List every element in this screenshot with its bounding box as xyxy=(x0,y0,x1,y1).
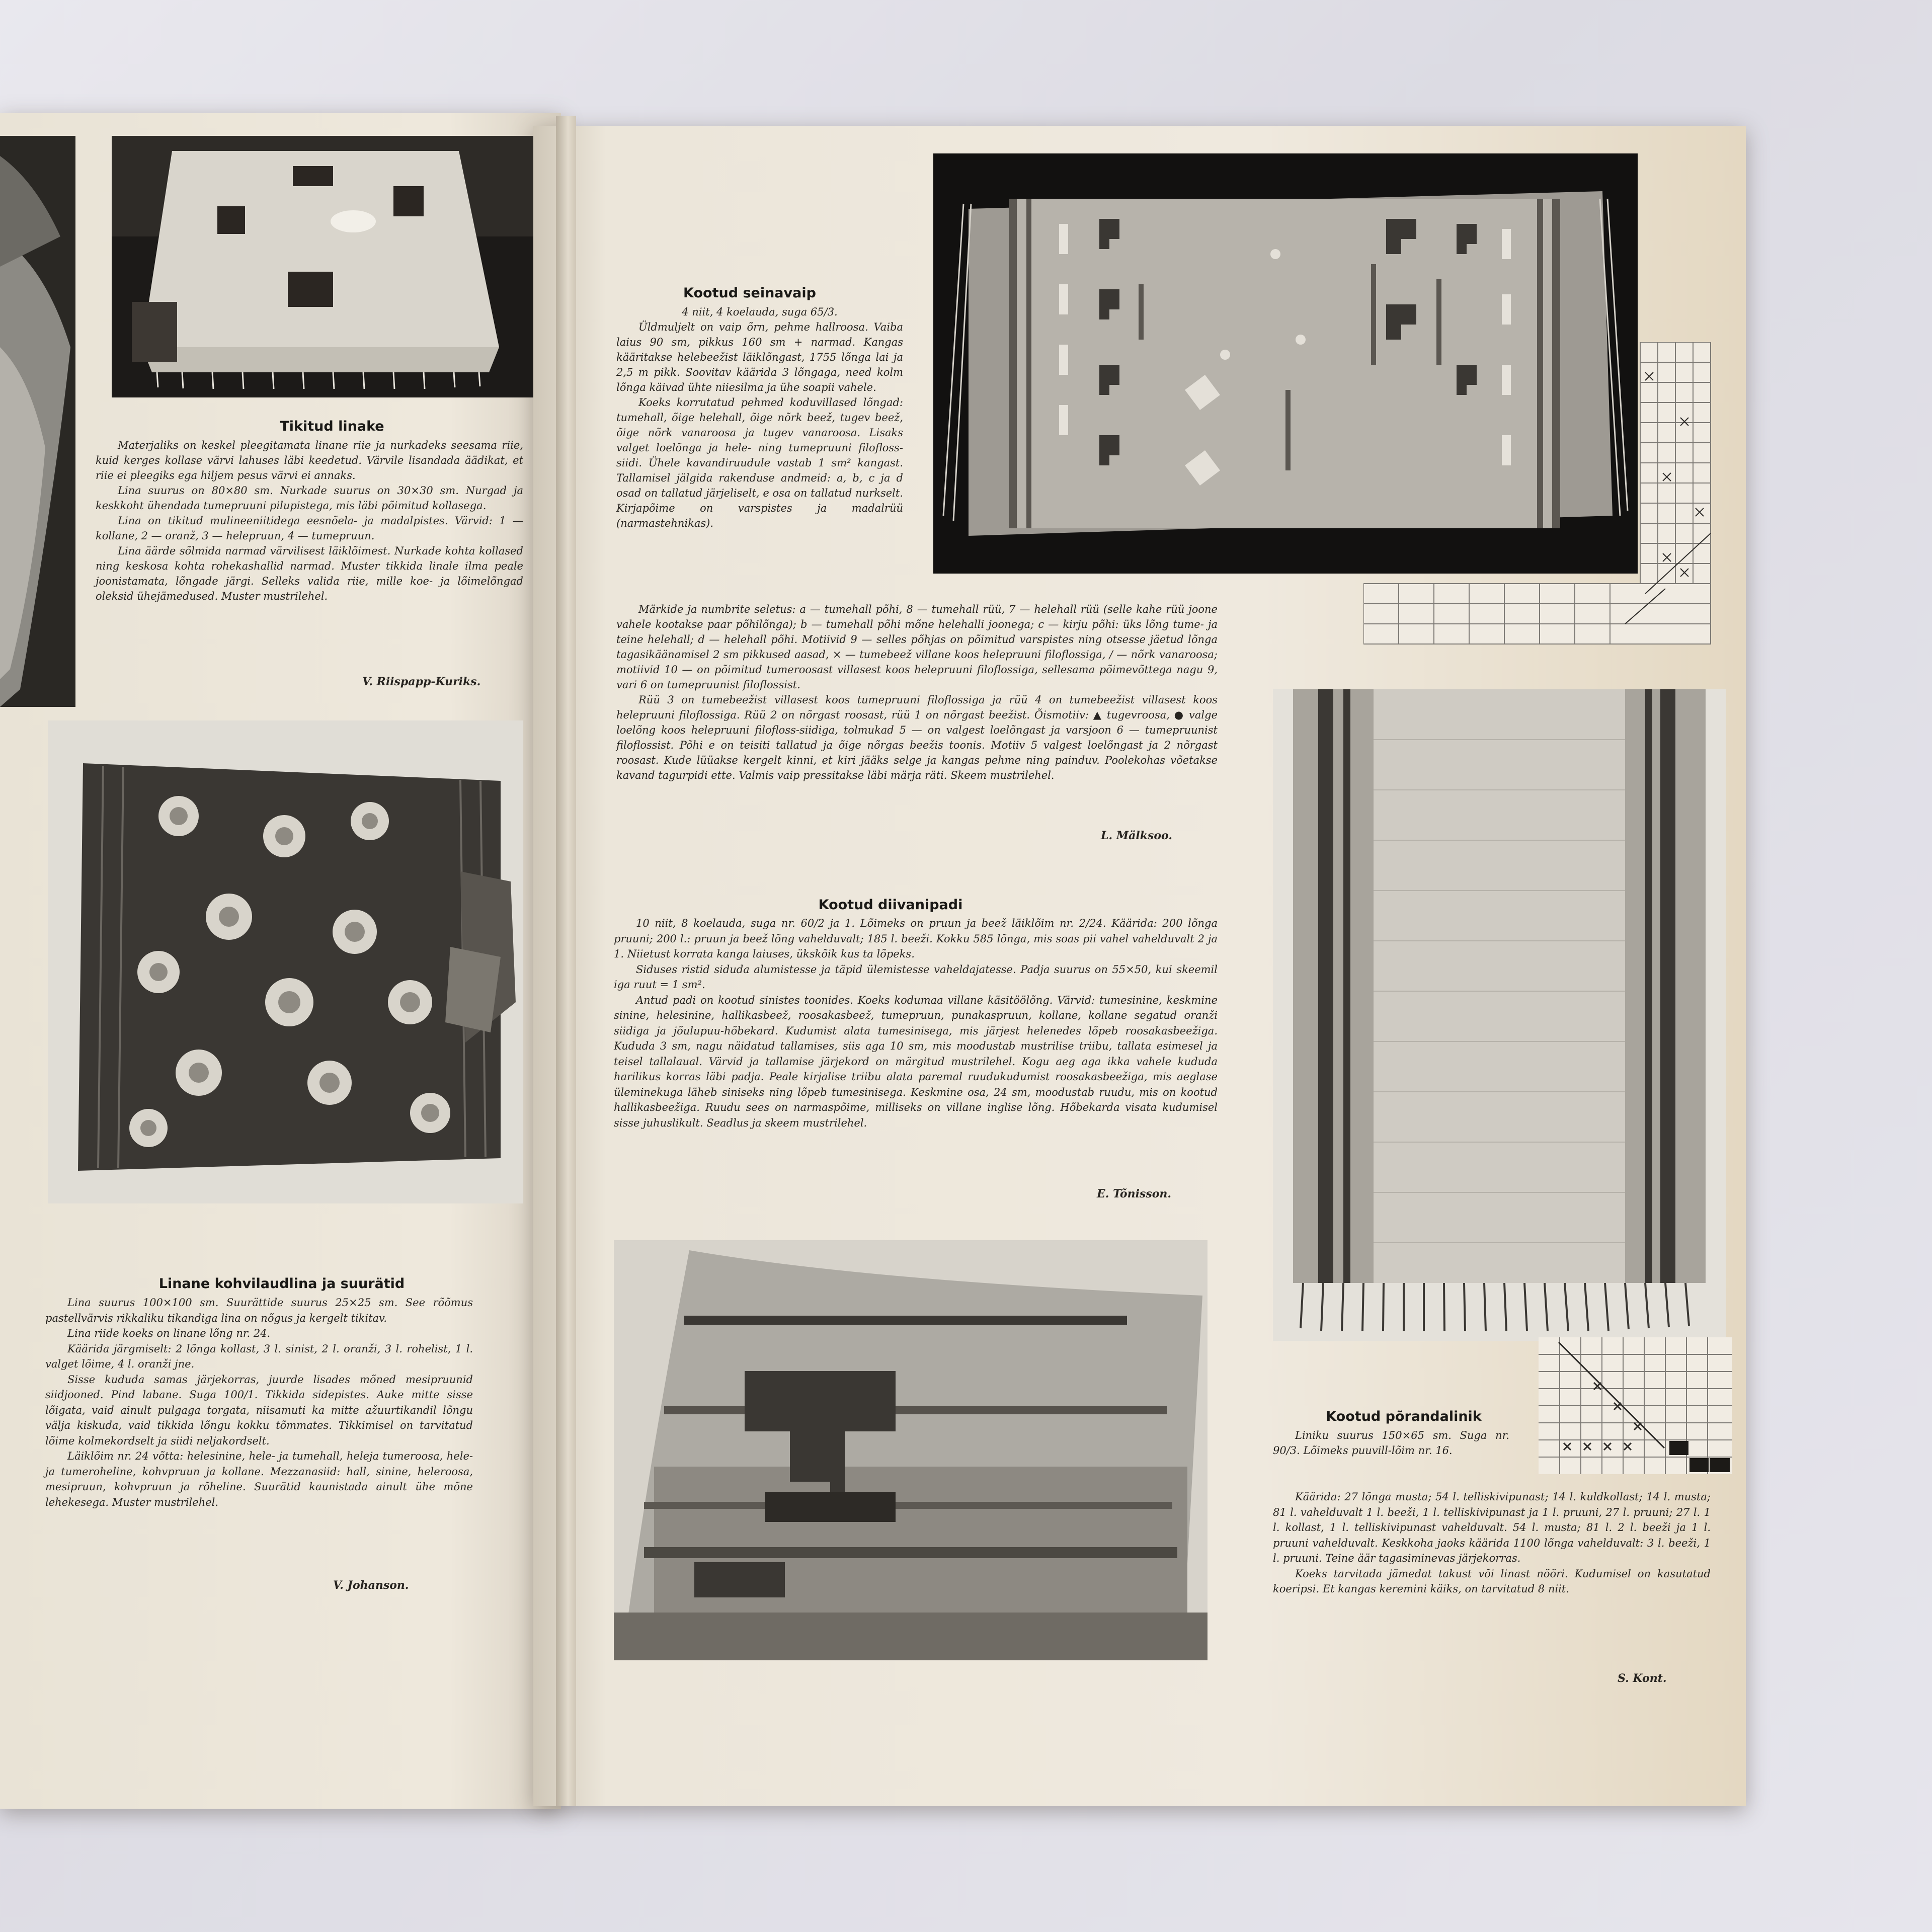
article-body-porandalinik xyxy=(1273,1489,1711,1597)
blanket-photo xyxy=(0,136,75,707)
article-body-kohvilaudlina xyxy=(45,1295,473,1510)
paragraph: Üldmuljelt on vaip õrn, pehme hallroosa. Vaiba laius 90 sm, pikkus 160 sm + narmad. Kangas kääritakse helebeežist läiklõngast, 1755 lõnga lai ja 2,5 m pikk. Soovitav käärida 3 lõngaga, need kolm lõnga käivad ühte niiesilma ja ühe soapii vahele. xyxy=(616,321,903,393)
paragraph: Märkide ja numbrite seletus: a — tumehall põhi, 8 — tumehall rüü, 7 — helehall rüü (selle kahe rüü joone vahele kootakse paar põhilõnga); b — tumehall põhi mõne helehalli joonega; c — kirju põhi: üks lõng tume- ja teine helehall; d — helehall põhi. Motiivid 9 — selles põhjas on põimitud varspistes ning otsesse jäetud lõnga tagasikäänamisel 2 sm pikkused aasad, × — tumebeež villane koos helepruuni filoflossiga, / — nõrk vanaroosa; motiivid 10 — on põimitud tumeroosast villasest koos helepruuni filoflossiga, sellesama põimevõttega nagu 9, vari 6 on tumepruunist filoflossist. xyxy=(616,603,1218,691)
article-title-seinavaip: Kootud seinavaip xyxy=(683,285,816,301)
floor-runner-pattern-chart xyxy=(1539,1337,1732,1474)
paragraph: Lina suurus on 80×80 sm. Nurkade suurus on 30×30 sm. Nurgad ja keskkoht ühendada tumepruuni pilupistega, mis läbi põimitud kollasega. xyxy=(96,485,523,512)
cushion-photo xyxy=(614,1240,1208,1660)
paragraph: Koeks korrutatud pehmed koduvillased lõngad: tumehall, õige helehall, õige nõrk beež, tugev beež, õige nõrk vanaroosa ja tugev vanaroosa. Lisaks valget loelõnga ja hele- ning tumepruuni filofloss-siidi. Ühele kavandiruudule vastab 1 sm² kangast. Tallamisel jälgida rakenduse andmeid: a, b, c ja d osad on tallatud järjeliselt, e osa on tallatud nurkselt. Kirjapõime on varspistes ja madalrüü (narmastehnikas). xyxy=(616,396,903,529)
signature: V. Johanson. xyxy=(333,1579,409,1592)
article-body-seinavaip-lower xyxy=(616,602,1218,783)
paragraph: Lina äärde sõlmida narmad värvilisest läiklõimest. Nurkade kohta kollased ning keskosa kohta rohekashallid narmad. Muster tikkida linale ilma peale joonistamata, lõngade järgi. Selleks valida riie, mille koe- ja lõimelõngad oleksid ühejämedused. Muster mustrilehel. xyxy=(96,545,523,602)
paragraph: Lina suurus 100×100 sm. Suurättide suurus 25×25 sm. See rõõmus pastellvärvis rikkaliku tikandiga lina on nõgus ja kergelt tikitav. xyxy=(45,1297,473,1324)
article-body-porandalinik-narrow xyxy=(1273,1428,1509,1488)
article-body-tikitud-linake xyxy=(96,438,523,604)
floral-tablecloth-photo xyxy=(48,720,523,1203)
embroidered-tablecloth-photo xyxy=(112,136,533,397)
wall-rug-pattern-chart xyxy=(1363,342,1716,649)
paragraph: Käärida: 27 lõnga musta; 54 l. telliskivipunast; 14 l. kuldkollast; 14 l. musta; 81 l. vahelduvalt 1 l. beeži, 1 l. telliskivipunast ja 1 l. pruuni, 27 l. pruuni; 27 l. 1 l. kollast, 1 l. telliskivipunast vahelduvalt. 54 l. musta; 81 l. 2 l. beeži ja 1 l. pruuni vahelduvalt. Keskkoha jaoks käärida 1100 lõnga vahelduvalt: 3 l. beeži, 1 l. pruuni. Teine äär tagasiminevas järjekorras. xyxy=(1273,1491,1711,1564)
paragraph: Rüü 3 on tumebeežist villasest koos tumepruuni filoflossiga ja rüü 4 on tumebeežist villasest koos helepruuni filoflossiga. Rüü 2 on nõrgast roosast, rüü 1 on nõrgast beežist. Õismotiiv: ▲ tugevroosa, ● valge loelõng koos helepruuni filofloss-siidiga, tolmukad 5 — on valgest loelõngast ja varsjoon 6 — tumepruunist filoflossist. Põhi e on teisiti tallatud ja õige nõrgas beežis toonis. Motiiv 5 valgest loelõngast ja 2 nõrgast roosast. Kude lüüakse kergelt kinni, et kiri jääks selge ja kangas pehme ning painduv. Poolekohas võetakse kavand tagurpidi ette. Valmis vaip pressitakse läbi märja räti. Skeem mustrilehel. xyxy=(616,694,1218,781)
paragraph: Materjaliks on keskel pleegitamata linane riie ja nurkadeks seesama riie, kuid kerges kollase värvi lahuses läbi keedetud. Värvile lisandada äädikat, et riie ei pleegiks ega hiljem pesus värvi ei annaks. xyxy=(96,439,523,481)
paragraph: Käärida järgmiselt: 2 lõnga kollast, 3 l. sinist, 2 l. oranži, 3 l. rohelist, 1 l. valget lõime, 4 l. oranži jne. xyxy=(45,1342,473,1370)
paragraph: Antud padi on kootud sinistes toonides. Koeks kodumaa villane käsitöölõng. Värvid: tumesinine, keskmine sinine, helesinine, hallikasbeež, roosakasbeež, tumepruun, punakaspruun, kollane, kollane segatud oranži siidiga ja jõulupuu-hõbekard. Kudumist alata tumesinisega, mis järjest helenedes lõpeb roosakasbeežiga. Kududa 3 sm, nagu näidatud tallamises, siis aga 10 sm, mis moodustab mustrilise triibu, tallata esimesel ja teisel tallalaual. Värvid ja tallamise järjekord on märgitud mustrilehel. Kogu aeg aga ikka vahele kududa harilikus korras läbi padja. Peale kirjalise triibu alata paremal ruudukudumist roosakasbeežiga, mis aeglase üleminekuga läheb siniseks ning lõpeb tumesinisega. Keskmine osa, 24 sm, moodustab ruudu, mis on kootud hallikasbeežiga. Ruudu sees on narmaspõime, milliseks on villane inglise lõng. Hõbekarda visata kudumisel sisse juhuslikult. Seadlus ja skeem mustrilehel. xyxy=(614,994,1218,1129)
magazine-spine xyxy=(556,116,576,1806)
paragraph: Sisse kududa samas järjekorras, juurde lisades mõned mesipruunid siidjooned. Pind labane. Suga 100/1. Tikkida sidepistes. Auke mitte sisse lõigata, vaid ainult pulgaga torgata, niisamuti ka mitte ažuurtikandil lõngu välja kiskuda, vaid tikkida lõngu kokku tõmmates. Tikkimisel on tarvitatud lõime kolmekordselt ja siidi neljakordselt. xyxy=(45,1373,473,1447)
article-body-seinavaip-upper xyxy=(616,304,903,601)
article-title-tikitud-linake: Tikitud linake xyxy=(280,419,384,434)
signature: E. Tõnisson. xyxy=(1097,1187,1172,1200)
paragraph: Läiklõim nr. 24 võtta: helesinine, hele- ja tumehall, heleja tumeroosa, hele- ja tumeroheline, kohvpruun ja kollane. Mezzanasiid: hall, sinine, heleroosa, mesipruun, kohvpruun ja rõheline. Suurätid kaunistada ainult ühe mõne lehekesega. Muster mustrilehel. xyxy=(45,1450,473,1508)
paragraph: Lina on tikitud mulineeniitidega eesnõela- ja madalpistes. Värvid: 1 — kollane, 2 — oranž, 3 — helepruun, 4 — tumepruun. xyxy=(96,515,523,542)
signature: L. Mälksoo. xyxy=(1101,829,1173,842)
article-body-diivanipadi xyxy=(614,916,1218,1131)
paragraph: 10 niit, 8 koelauda, suga nr. 60/2 ja 1. Lõimeks on pruun ja beež läiklõim nr. 2/24. Käärida: 200 lõnga pruuni; 200 l.: pruun ja beež lõng vahelduvalt; 185 l. beeži. Kokku 585 lõnga, mis soas pii vahel vahelduvalt 2 ja 1. Niietust korrata kanga laiuses, ükskõik kus ta lõpeks. xyxy=(614,917,1218,960)
signature: S. Kont. xyxy=(1618,1672,1667,1685)
floor-runner-photo xyxy=(1273,689,1726,1341)
paragraph: Liniku suurus 150×65 sm. Suga nr. 90/3. Lõimeks puuvill-lõim nr. 16. xyxy=(1273,1429,1509,1457)
article-title-porandalinik: Kootud põrandalinik xyxy=(1326,1409,1482,1424)
paragraph: Siduses ristid siduda alumistesse ja täpid ülemistesse vaheldajatesse. Padja suurus on 55×50, kui skeemil iga ruut = 1 sm². xyxy=(614,963,1218,991)
article-title-kohvilaudlina: Linane kohvilaudlina ja suurätid xyxy=(158,1276,405,1292)
paragraph: 4 niit, 4 koelauda, suga 65/3. xyxy=(682,306,838,318)
paragraph: Koeks tarvitada jämedat takust või linast nööri. Kudumisel on kasutatud koeripsi. Et kangas keremini käiks, on tarvitatud 8 niit. xyxy=(1273,1567,1711,1595)
article-title-diivanipadi: Kootud diivanipadi xyxy=(818,897,963,913)
signature: V. Riispapp-Kuriks. xyxy=(362,675,481,688)
paragraph: Lina riide koeks on linane lõng nr. 24. xyxy=(67,1327,271,1339)
